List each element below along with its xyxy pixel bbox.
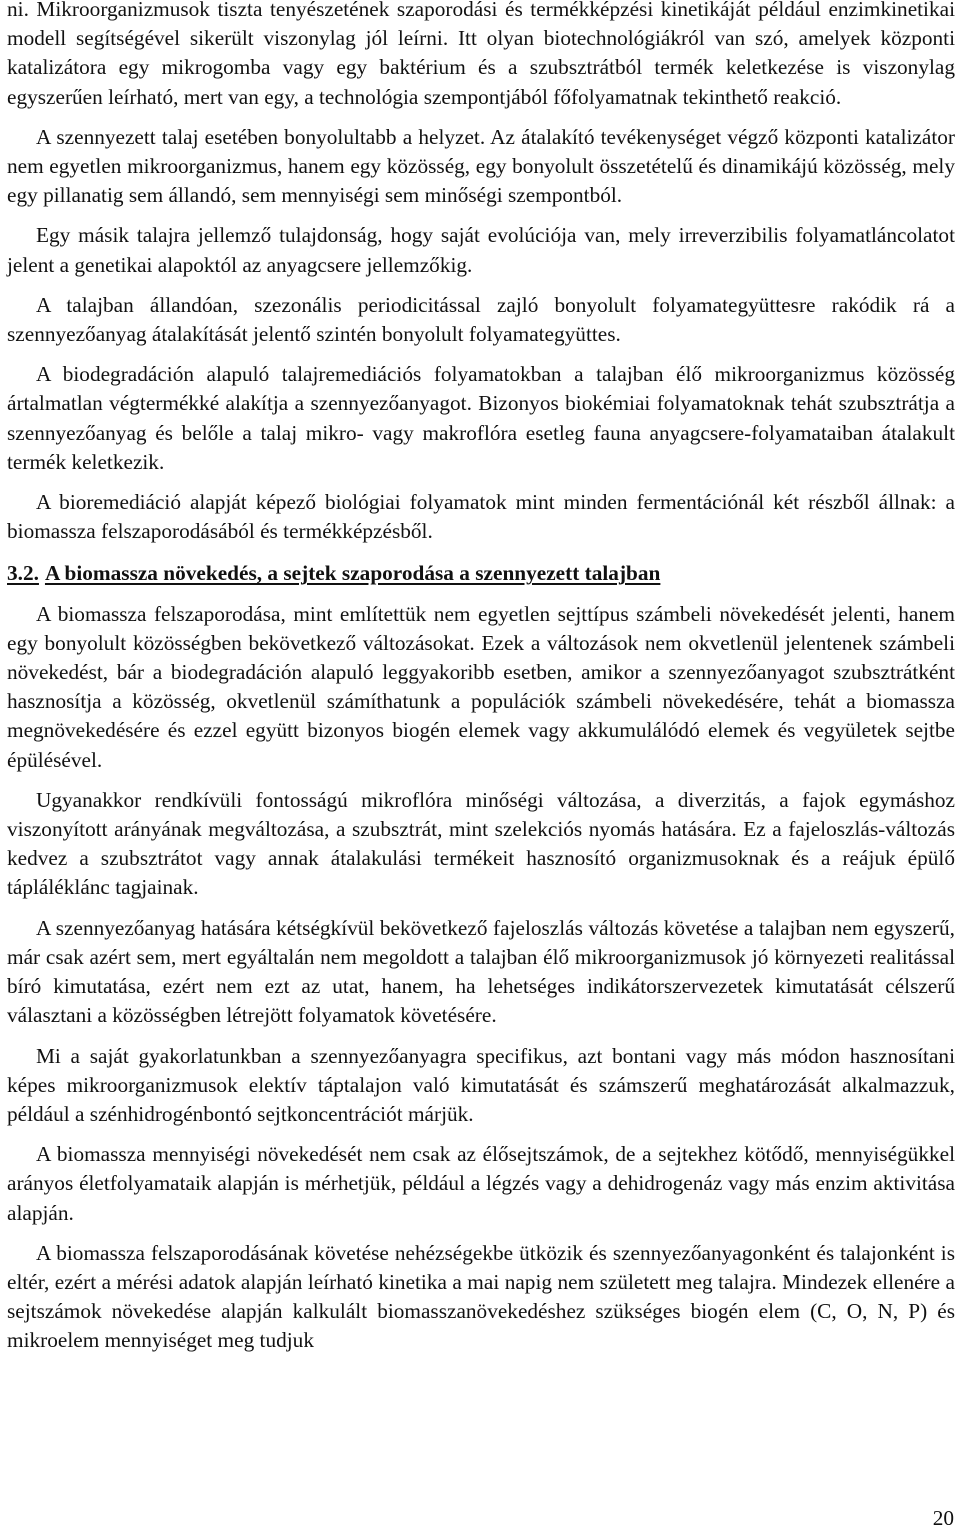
page-body xyxy=(7,0,955,1367)
paragraph: A biomassza felszaporodásának követése nehézségekbe ütközik és szennyezőanyagonként és talajonként is eltér, ezért a mérési adatok alapján leírható kinetika a mai napig nem született meg talajra. Mindezek ellenére a sejtszámok növekedése alapján kalkulált biomasszanövekedéshez szükséges biogén elem (C, O, N, P) és mikroelem mennyiséget meg tudjuk xyxy=(7,1240,955,1353)
paragraph: Egy másik talajra jellemző tulajdonság, hogy saját evolúciója van, mely irreverzibilis folyamatláncolatot jelent a genetikai alapoktól az anyagcsere jellemzőkig. xyxy=(7,223,955,277)
paragraph: A bioremediáció alapját képező biológiai folyamatok mint minden fermentációnál két részből állnak: a biomassza felszaporodásából és termékképzésből. xyxy=(7,490,955,544)
paragraph: ni. Mikroorganizmusok tiszta tenyészetének szaporodási és termékképzési kinetikáját például enzimkinetikai modell segítségével sikerült viszonylag jól leírni. Itt olyan biotechnológiákról van szó, amelyek központi katalizátora egy mikrogomba vagy egy baktérium és a szubsztrátból termék keletkezése is viszonylag egyszerűen leírható, mert van egy, a technológia szempontjából főfolyamatnak tekinthető reakció. xyxy=(7,0,955,109)
paragraph: A talajban állandóan, szezonális periodicitással zajló bonyolult folyamategyüttesre rakódik rá a szennyezőanyag átalakítását jelentő szintén bonyolult folyamategyüttes. xyxy=(7,292,955,347)
paragraph: Ugyanakkor rendkívüli fontosságú mikroflóra minőségi változása, a diverzitás, a fajok egymáshoz viszonyított arányának megváltozása, a szubsztrát, mint szelekciós nyomás hatására. Ez a fajeloszlás-változás kedvez a szubsztrátot vagy annak átalakulási termékeit hasznosító organizmusoknak és a reájuk épülő tápláléklánc tagjainak. xyxy=(7,787,955,900)
paragraph: A biodegradáción alapuló talajremediációs folyamatokban a talajban élő mikroorganizmus közösség ártalmatlan végtermékké alakítja a szennyezőanyagot. Bizonyos biokémiai folyamatoknak tehát szubsztrátja a szennyezőanyag és belőle a talaj mikro- vagy makroflóra esetleg fauna anyagcsere-folyamataiban átalakult termék keletkezik. xyxy=(7,362,955,474)
page-number: 20 xyxy=(932,1505,954,1530)
paragraph: A szennyezőanyag hatására kétségkívül bekövetkező fajeloszlás változás követése a talajban nem egyszerű, már csak azért sem, mert egyáltalán nem megoldott a talajban élő mikroorganizmusok jó környezeti realitással bíró kimutatása, ezért nem ezt az utat, hanem, ha lehetséges indikátorszervezetek kimutatását célszerű választani a közösségben létrejött folyamatok követésére. xyxy=(7,915,955,1028)
section-title: A biomassza növekedés, a sejtek szaporodása a szennyezett talajban xyxy=(44,561,661,586)
paragraph: Mi a saját gyakorlatunkban a szennyezőanyagra specifikus, azt bontani vagy más módon hasznosítani képes mikroorganizmusok elektív táptalajon való kimutatását és számszerű meghatározását alkalmazzuk, például a szénhidrogénbontó sejtkoncentrációt márjük. xyxy=(7,1043,955,1126)
section-number: 3.2. xyxy=(7,561,39,586)
paragraph: A szennyezett talaj esetében bonyolultabb a helyzet. Az átalakító tevékenységet végző központi katalizátor nem egyetlen mikroorganizmus, hanem egy közösség, egy bonyolult összetételű és dinamikájú közösség, mely egy pillanatig sem állandó, sem mennyiségi sem minőségi szempontból. xyxy=(7,124,955,208)
section-heading xyxy=(7,559,955,588)
paragraph: A biomassza felszaporodása, mint említettük nem egyetlen sejttípus számbeli növekedését jelenti, hanem egy bonyolult közösségben bekövetkező változásokat. Ezek a változások nem okvetlenül jelentenek számbeli növekedést, bár a biodegradáción alapuló leggyakoribb esetben, amikor a szennyezőanyagot szubsztrátként hasznosítja a közösség, okvetlenül számíthatunk a populációk számbeli növekedésére, tehát a biomassza megnövekedésére és ezzel együtt bizonyos biogén elemek vagy akkumulálódó elemek és vegyületek sejtbe épülésével. xyxy=(7,601,955,772)
paragraph: A biomassza mennyiségi növekedését nem csak az élősejtszámok, de a sejtekhez kötődő, mennyiségükkel arányos életfolyamataik alapján is mérhetjük, például a légzés vagy a dehidrogenáz vagy más enzim aktivitása alapján. xyxy=(7,1142,955,1225)
